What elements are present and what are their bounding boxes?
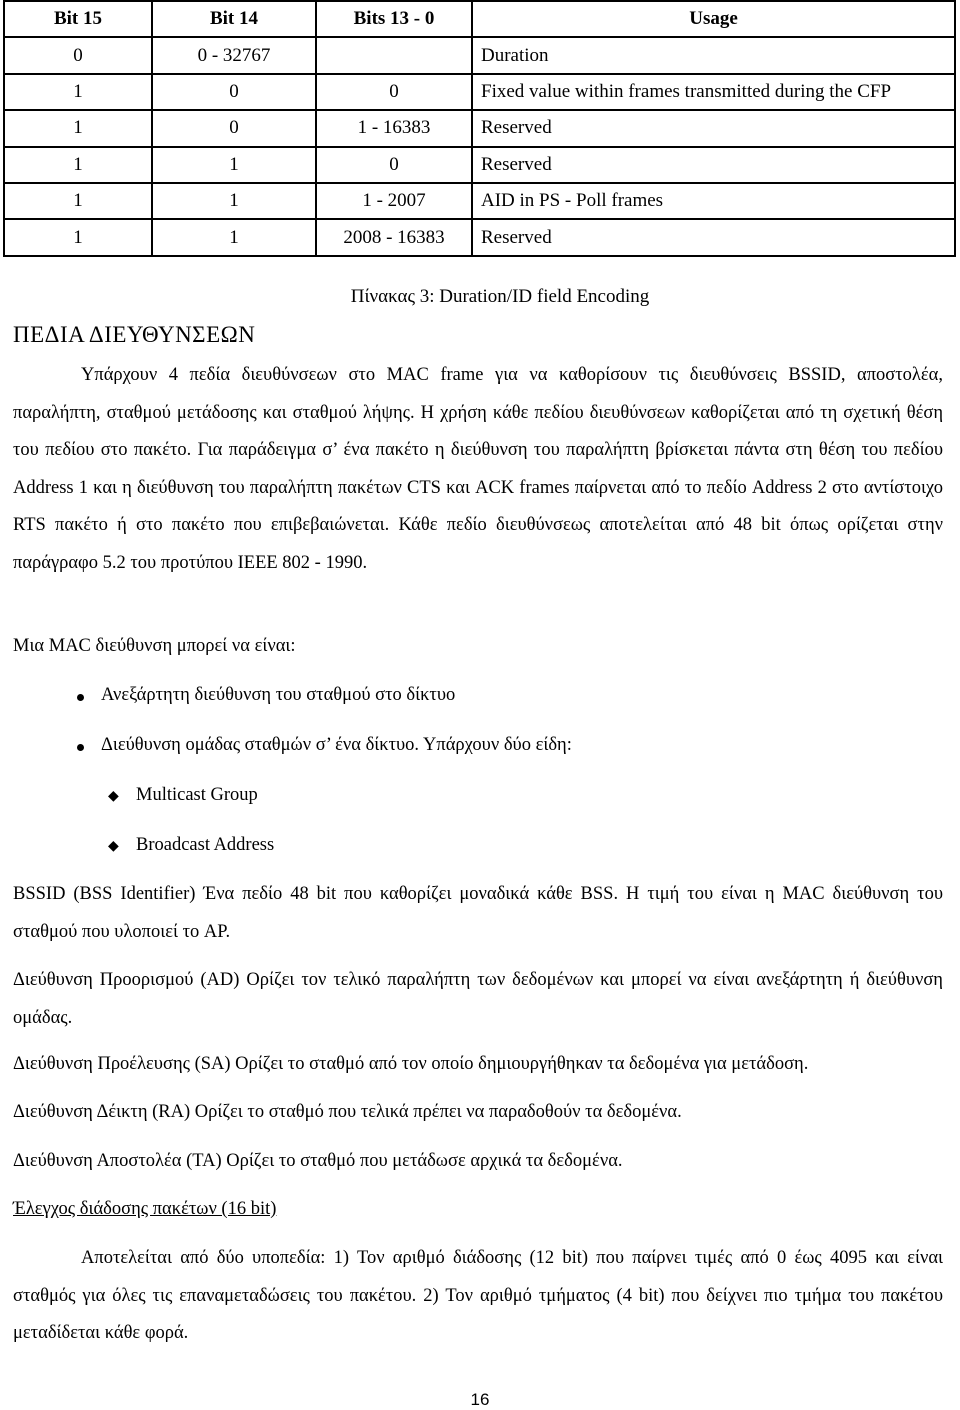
table-row: [4, 219, 955, 255]
table-row: [4, 147, 955, 183]
sequence-control-subheading: Έλεγχος διάδοσης πακέτων (16 bit): [13, 1199, 277, 1219]
table-cell: 1: [152, 147, 316, 183]
page-number: 16: [470, 1390, 490, 1409]
table-caption: Πίνακας 3: Duration/ID field Encoding: [350, 286, 650, 307]
table-row: [4, 110, 955, 146]
sub-bullet-item: Broadcast Address: [136, 835, 275, 855]
table-row: [4, 74, 955, 110]
bullet-item: Διεύθυνση ομάδας σταθμών σ’ ένα δίκτυο. Υπάρχουν δύο είδη:: [101, 735, 572, 755]
table-cell: Reserved: [472, 147, 955, 183]
table-cell: 0: [152, 110, 316, 146]
table-cell: 0: [316, 74, 472, 110]
sub-bullet-item: Multicast Group: [136, 785, 258, 805]
table-cell: 0: [4, 37, 152, 73]
bullet-dot-icon: [77, 744, 84, 751]
intro-paragraph: Υπάρχουν 4 πεδία διευθύνσεων στο MAC frame για να καθορίσουν τις διευθύνσεις BSSID, αποστολέα, παραλήπτη, σταθμού μετάδοσης και σταθμού λήψης. Η χρήση κάθε πεδίου διευθύνσεων καθορίζεται από τη σχετική θέση του πεδίου στο πακέτο. Για παράδειγμα σ’ ένα πακέτο η διεύθυνση του παραλήπτη βρίσκεται πάντα στη θέση του πεδίου Address 1 και η διεύθυνση του παραλήπτη πακέτων CTS και ACK frames παίρνεται από το πεδίο Address 2 στο αντίστοιχο RTS πακέτο ή στο πακέτο που επιβεβαιώνεται. Κάθε πεδίο διευθύνσεως αποτελείται από 48 bit όπως ορίζεται στην παράγραφο 5.2 του προτύπου IEEE 802 - 1990.: [13, 365, 943, 573]
table-cell: 1: [4, 147, 152, 183]
bullet-dot-icon: [77, 694, 84, 701]
duration-id-encoding-table: [3, 0, 956, 257]
table-cell: 1: [4, 219, 152, 255]
table-header-cell: Bits 13 - 0: [316, 1, 472, 37]
table-cell: [316, 37, 472, 73]
bssid-paragraph: BSSID (BSS Identifier) Ένα πεδίο 48 bit που καθορίζει μοναδικά κάθε BSS. Η τιμή του είναι η MAC διεύθυνση του σταθμού που υλοποιεί το AP.: [13, 884, 943, 942]
table-header-cell: Bit 14: [152, 1, 316, 37]
sequence-control-paragraph: Αποτελείται από δύο υποπεδία: 1) Τον αριθμό διάδοσης (12 bit) που παίρνει τιμές από 0 έως 4095 και είναι σταθμός για όλες τις επαναμεταδώσεις του πακέτου. 2) Τον αριθμό τμήματος (4 bit) που δείχνει πιο τμήμα του πακέτου μεταδίδεται κάθε φορά.: [13, 1248, 943, 1343]
table-cell: 1: [4, 183, 152, 219]
table-cell: 1: [4, 74, 152, 110]
destination-address-paragraph: Διεύθυνση Προορισμού (AD) Ορίζει τον τελικό παραλήπτη των δεδομένων και μπορεί να είναι ανεξάρτητη ή διεύθυνση ομάδας.: [13, 970, 943, 1028]
table-cell: Fixed value within frames transmitted during the CFP: [472, 74, 955, 110]
table-cell: 1 - 16383: [316, 110, 472, 146]
diamond-bullet-icon: ◆: [108, 789, 119, 804]
table-cell: Duration: [472, 37, 955, 73]
transmitter-address-line: Διεύθυνση Αποστολέα (TA) Ορίζει το σταθμό που μετάδωσε αρχικά τα δεδομένα.: [13, 1151, 623, 1171]
diamond-bullet-icon: ◆: [108, 839, 119, 854]
table-header-cell: Usage: [472, 1, 955, 37]
mac-intro-text: Μια MAC διεύθυνση μπορεί να είναι:: [13, 636, 296, 656]
table-cell: Reserved: [472, 110, 955, 146]
table-cell: 0 - 32767: [152, 37, 316, 73]
table-cell: 1: [4, 110, 152, 146]
bullet-item: Ανεξάρτητη διεύθυνση του σταθμού στο δίκτυο: [101, 685, 456, 705]
source-address-line: Διεύθυνση Προέλευσης (SA) Ορίζει το σταθμό από τον οποίο δημιουργήθηκαν τα δεδομένα για μετάδοση.: [13, 1054, 809, 1074]
table-cell: AID in PS - Poll frames: [472, 183, 955, 219]
table-cell: 1: [152, 219, 316, 255]
table-cell: 2008 - 16383: [316, 219, 472, 255]
table-header-row: [4, 1, 955, 37]
table-header-cell: Bit 15: [4, 1, 152, 37]
receiver-address-line: Διεύθυνση Δέικτη (RA) Ορίζει το σταθμό που τελικά πρέπει να παραδοθούν τα δεδομένα.: [13, 1102, 682, 1122]
table-row: [4, 183, 955, 219]
table-cell: 1 - 2007: [316, 183, 472, 219]
table-cell: 0: [316, 147, 472, 183]
table-row: [4, 37, 955, 73]
table-cell: 1: [152, 183, 316, 219]
table-cell: 0: [152, 74, 316, 110]
table-cell: Reserved: [472, 219, 955, 255]
section-heading: ΠΕΔΙΑ ΔΙΕΥΘΥΝΣΕΩΝ: [13, 322, 256, 347]
